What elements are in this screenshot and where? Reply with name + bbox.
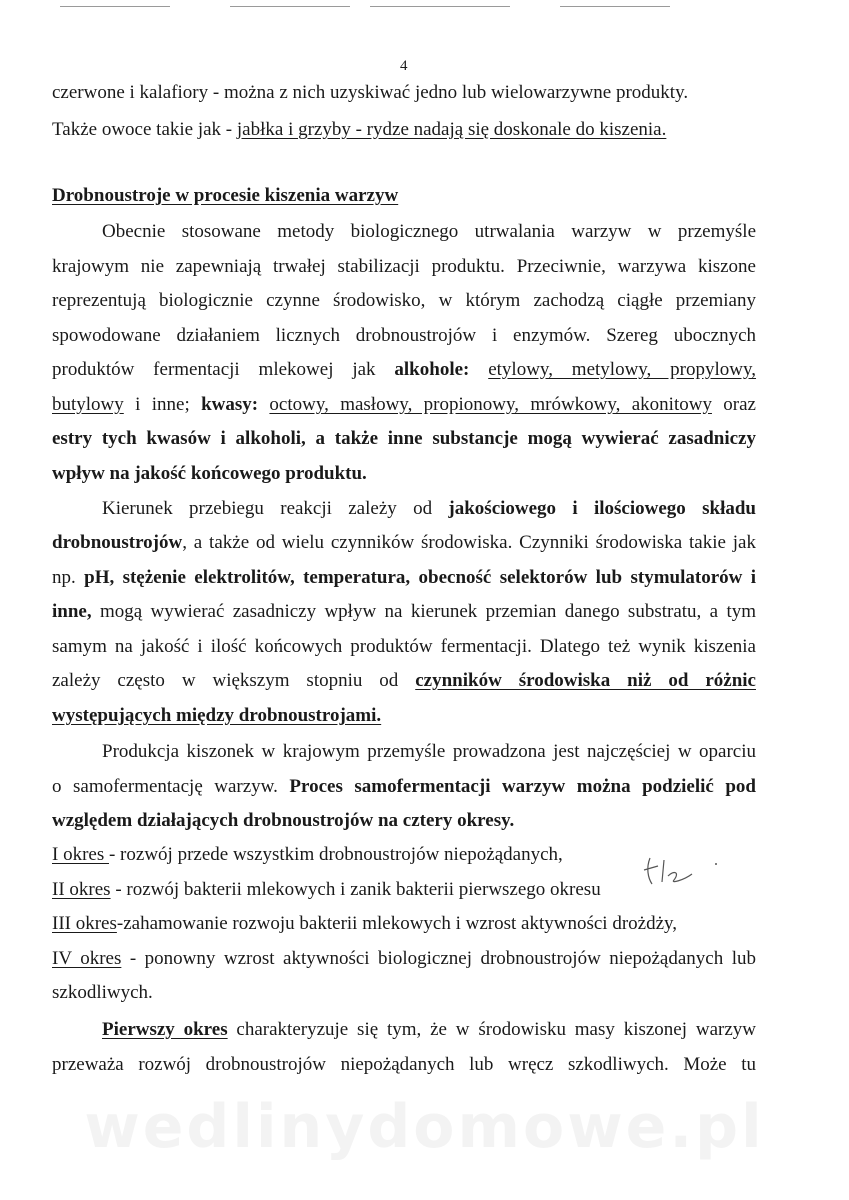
list-item: I okres - rozwój przede wszystkim drobnoustrojów niepożądanych, bbox=[52, 844, 563, 865]
text-line: Kierunek przebiegu reakcji zależy od jakościowego i ilościowego składu bbox=[102, 498, 756, 519]
text-line: Także owoce takie jak - jabłka i grzyby - rydze nadają się doskonale do kiszenia. bbox=[52, 119, 667, 140]
text-line: np. pH, stężenie elektrolitów, temperatura, obecność selektorów lub stymulatorów i bbox=[52, 567, 756, 588]
text-line: drobnoustrojów, a także od wielu czynników środowiska. Czynniki środowiska takie jak bbox=[52, 532, 756, 553]
list-item: III okres-zahamowanie rozwoju bakterii mlekowych i wzrost aktywności drożdży, bbox=[52, 913, 678, 934]
scan-artifact-line bbox=[230, 6, 350, 7]
text-line: Pierwszy okres charakteryzuje się tym, że w środowisku masy kiszonej warzyw bbox=[102, 1019, 756, 1040]
list-item: II okres - rozwój bakterii mlekowych i zanik bakterii pierwszego okresu bbox=[52, 879, 601, 900]
text-line: względem działających drobnoustrojów na cztery okresy. bbox=[52, 810, 515, 831]
text-line: Produkcja kiszonek w krajowym przemyśle prowadzona jest najczęściej w oparciu bbox=[102, 741, 756, 762]
text-line: zależy często w większym stopniu od czynników środowiska niż od różnic bbox=[52, 670, 756, 691]
text-line: Obecnie stosowane metody biologicznego utrwalania warzyw w przemyśle bbox=[102, 221, 756, 242]
text-line: wpływ na jakość końcowego produktu. bbox=[52, 463, 367, 484]
scan-artifact-line bbox=[60, 6, 170, 7]
text-line: przeważa rozwój drobnoustrojów niepożądanych lub wręcz szkodliwych. Może tu bbox=[52, 1054, 756, 1075]
text-line: czerwone i kalafiory - można z nich uzyskiwać jedno lub wielowarzywne produkty. bbox=[52, 82, 689, 103]
watermark: wedlinydomowe.pl bbox=[84, 1092, 765, 1162]
text-line: szkodliwych. bbox=[52, 982, 153, 1003]
scan-artifact-line bbox=[560, 6, 670, 7]
text-line: produktów fermentacji mlekowej jak alkohole: etylowy, metylowy, propylowy, bbox=[52, 359, 757, 380]
text-line: estry tych kwasów i alkoholi, a także inne substancje mogą wywierać zasadniczy bbox=[52, 428, 756, 449]
text-line: butylowy i inne; kwasy: octowy, masłowy, propionowy, mrówkowy, akonitowy oraz bbox=[52, 394, 756, 415]
text-line: samym na jakość i ilość końcowych produktów fermentacji. Dlatego też wynik kiszenia bbox=[52, 636, 756, 657]
text-line: inne, mogą wywierać zasadniczy wpływ na kierunek przemian danego substratu, a tym bbox=[52, 601, 756, 622]
list-item: IV okres - ponowny wzrost aktywności biologicznej drobnoustrojów niepożądanych lub bbox=[52, 948, 756, 969]
text-line: o samofermentację warzyw. Proces samofermentacji warzyw można podzielić pod bbox=[52, 776, 756, 797]
text-line: reprezentują biologicznie czynne środowisko, w którym zachodzą ciągłe przemiany bbox=[52, 290, 756, 311]
page-number: 4 bbox=[400, 58, 408, 74]
text-line: występujących między drobnoustrojami. bbox=[52, 705, 382, 726]
text-line: spowodowane działaniem licznych drobnoustrojów i enzymów. Szereg ubocznych bbox=[52, 325, 756, 346]
text-line: krajowym nie zapewniają trwałej stabilizacji produktu. Przeciwnie, warzywa kiszone bbox=[52, 256, 756, 277]
scan-artifact-line bbox=[370, 6, 510, 7]
section-heading: Drobnoustroje w procesie kiszenia warzyw bbox=[52, 185, 399, 206]
handwritten-annotation bbox=[640, 850, 740, 890]
